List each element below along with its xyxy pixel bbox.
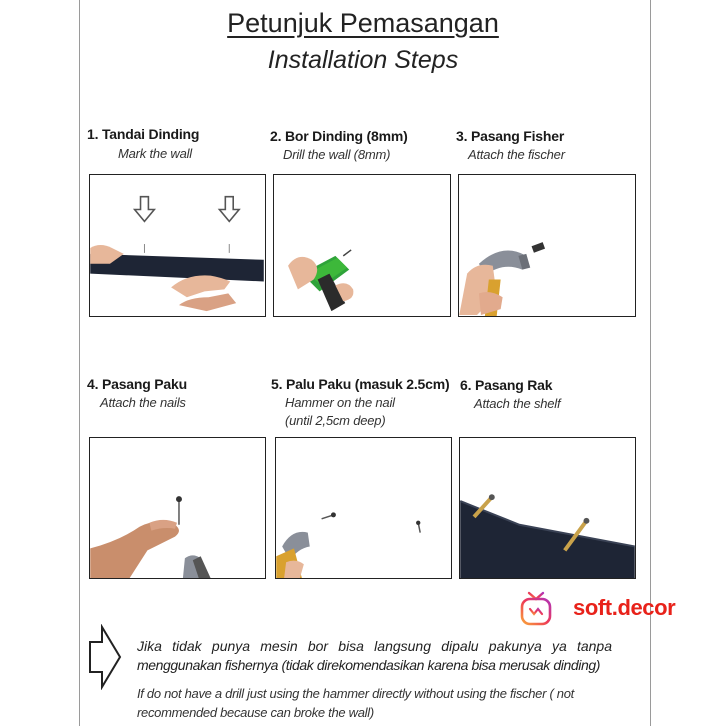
note-indonesian-line1: Jika tidak punya mesin bor bisa langsung dipalu pakunya ya tanpa bbox=[137, 638, 612, 654]
step-3-english: Attach the fischer bbox=[468, 147, 565, 162]
step-1-english: Mark the wall bbox=[118, 146, 192, 161]
step-1-illustration bbox=[89, 174, 266, 317]
note-english-line1: If do not have a drill just using the hammer directly without using the fischer ( not bbox=[137, 686, 574, 701]
page-border-left bbox=[79, 0, 80, 726]
step-5-illustration bbox=[275, 437, 452, 579]
step-3-illustration bbox=[458, 174, 636, 317]
brand-watermark bbox=[519, 588, 709, 630]
step-2-illustration bbox=[273, 174, 451, 317]
step-6-illustration bbox=[459, 437, 636, 579]
step-1-title: 1. Tandai Dinding bbox=[87, 126, 200, 142]
step-3-title: 3. Pasang Fisher bbox=[456, 128, 565, 144]
page-subtitle: Installation Steps bbox=[267, 46, 459, 74]
step-5-title: 5. Palu Paku (masuk 2.5cm) bbox=[271, 376, 450, 392]
step-2-english: Drill the wall (8mm) bbox=[283, 147, 391, 162]
step-6-title: 6. Pasang Rak bbox=[460, 377, 553, 393]
shelf-board bbox=[460, 501, 635, 578]
arrow-down-icon bbox=[135, 197, 240, 222]
step-2-title: 2. Bor Dinding (8mm) bbox=[270, 128, 408, 144]
step-6-english: Attach the shelf bbox=[474, 396, 561, 411]
note-english-line2: recommended because can broke the wall) bbox=[137, 705, 374, 720]
step-4-title: 4. Pasang Paku bbox=[87, 376, 187, 392]
step-4-english: Attach the nails bbox=[100, 395, 186, 410]
arrow-right-icon bbox=[88, 624, 122, 690]
step-4-illustration bbox=[89, 437, 266, 579]
step-5-english: Hammer on the nail bbox=[285, 395, 395, 410]
brand-name: soft.decor bbox=[573, 595, 676, 620]
igtv-icon bbox=[519, 590, 553, 626]
note-indonesian-line2: menggunakan fishernya (tidak direkomendasikan karena bisa merusak dinding) bbox=[137, 657, 601, 673]
step-5-english-depth: (until 2,5cm deep) bbox=[285, 413, 386, 428]
page-title: Petunjuk Pemasangan bbox=[227, 8, 499, 38]
